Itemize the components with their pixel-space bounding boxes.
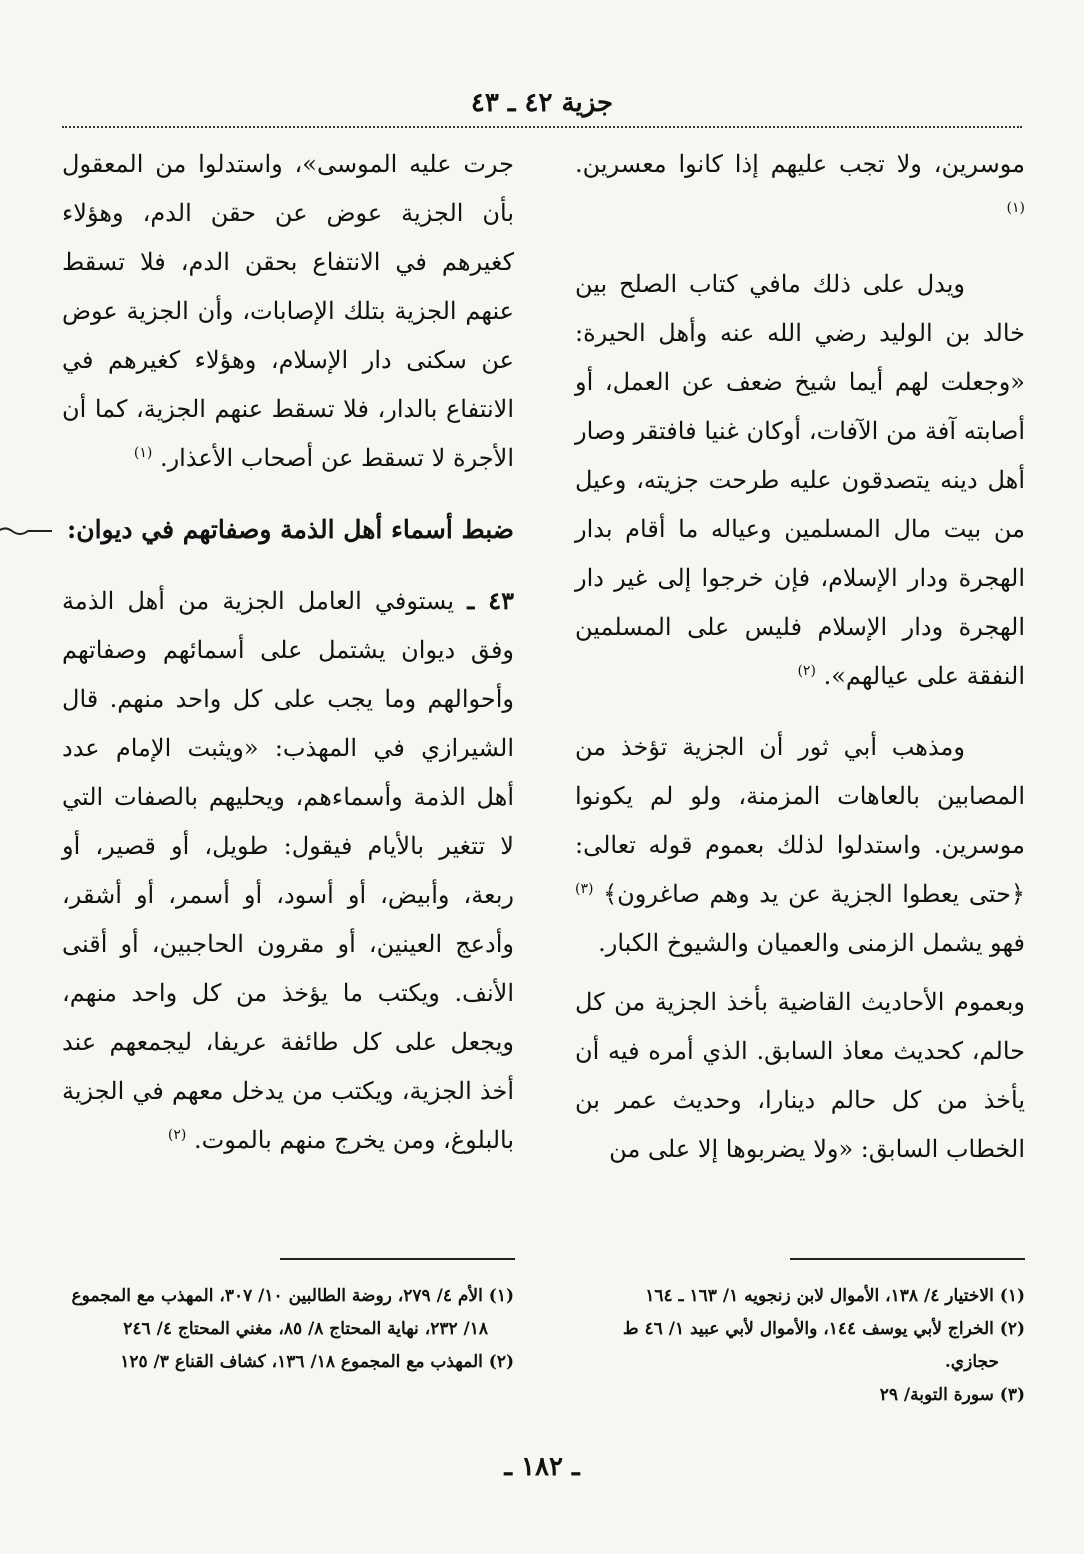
footnote: (١) الأم ٤/ ٢٧٩، روضة الطالبين ١٠/ ٣٠٧، المهذب مع المجموع ١٨/ ٢٣٢، نهاية المحتاج ٨/ ٨٥، مغني المحتاج ٤/ ٢٤٦ xyxy=(71,1286,514,1339)
paragraph-text: ويدل على ذلك مافي كتاب الصلح بين خالد بن الوليد رضي الله عنه وأهل الحيرة: «وجعلت لهم أيما شيخ ضعف عن العمل، أو أصابته آفة من الآفات، أوكان غنيا فافتقر وصار أهل دينه يتصدقون عليه طرحت جزيته، وعيل من بيت مال المسلمين وعياله ما أقام بدار الهجرة ودار الإسلام، فإن خرجوا إلى غير دار الهجرة ودار الإسلام فليس على المسلمين النفقة على عيالهم». xyxy=(575,270,1025,690)
left-column xyxy=(62,140,514,1165)
paragraph xyxy=(575,140,1025,238)
margin-mark-icon xyxy=(0,523,54,537)
right-column xyxy=(575,140,1025,1174)
item-number: ٤٣ ـ xyxy=(467,586,514,615)
paragraph xyxy=(575,978,1025,1174)
paragraph xyxy=(62,140,514,483)
paragraph-text: موسرين، ولا تجب عليهم إذا كانوا معسرين. xyxy=(575,150,1025,178)
footnote-rule xyxy=(280,1258,515,1260)
paragraph xyxy=(575,260,1025,701)
header-title: جزية ٤٢ ـ ٤٣ xyxy=(470,88,614,118)
footnote: (٢) المهذب مع المجموع ١٨/ ١٣٦، كشاف القناع ٣/ ١٢٥ xyxy=(120,1352,514,1372)
paragraph-text: فهو يشمل الزمنى والعميان والشيوخ الكبار. xyxy=(598,929,1025,957)
paragraph xyxy=(62,576,514,1165)
footnote-ref: (١) xyxy=(1006,200,1025,216)
footnote-rule xyxy=(790,1258,1025,1260)
footnote: (٢) الخراج لأبي يوسف ١٤٤، والأموال لأبي عبيد ١/ ٤٦ ط حجازي. xyxy=(622,1319,1025,1372)
header-dotted-rule xyxy=(62,126,1022,128)
footnotes-right xyxy=(575,1280,1025,1412)
page-number: ـ ١٨٢ ـ xyxy=(504,1452,580,1482)
footnote-ref: (١) xyxy=(133,445,153,461)
running-header xyxy=(62,88,1022,128)
paragraph-text: وبعموم الأحاديث القاضية بأخذ الجزية من كل حالم، كحديث معاذ السابق. الذي أمره فيه أن يأخذ من كل حالم دينارا، وحديث عمر بن الخطاب السابق: «ولا يضربوها إلا على من xyxy=(575,988,1025,1163)
section-heading xyxy=(62,505,514,554)
heading-text: ضبط أسماء أهل الذمة وصفاتهم في ديوان: xyxy=(67,515,514,544)
footnote-ref: (٢) xyxy=(167,1127,187,1143)
footnote: (٣) سورة التوبة/ ٢٩ xyxy=(879,1385,1025,1405)
footnote: (١) الاختيار ٤/ ١٣٨، الأموال لابن زنجويه ١/ ١٦٣ ـ ١٦٤ xyxy=(645,1286,1025,1306)
paragraph-text: يستوفي العامل الجزية من أهل الذمة وفق ديوان يشتمل على أسمائهم وصفاتهم وأحوالهم وما يجب على كل واحد منهم. قال الشيرازي في المهذب: «ويثبت الإمام عدد أهل الذمة وأسماءهم، ويحليهم بالصفات التي لا تتغير بالأيام فيقول: طويل، أو قصير، أو ربعة، وأبيض، أو أسود، أو أسمر، أو أشقر، وأدعج العينين، أو مقرون الحاجبين، أو أقنى الأنف. ويكتب ما يؤخذ من كل واحد منهم، ويجعل على كل طائفة عريفا، ليجمعهم عند أخذ الجزية، ويكتب من يدخل معهم في الجزية بالبلوغ، ومن يخرج منهم بالموت. xyxy=(62,587,514,1154)
footnotes-left xyxy=(62,1280,514,1379)
paragraph-text: جرت عليه الموسى»، واستدلوا من المعقول بأن الجزية عوض عن حقن الدم، وهؤلاء كغيرهم في الانتفاع بحقن الدم، فلا تسقط عنهم الجزية بتلك الإصابات، وأن الجزية عوض عن سكنى دار الإسلام، وهؤلاء كغيرهم في الانتفاع بالدار، فلا تسقط عنهم الجزية، كما أن الأجرة لا تسقط عن أصحاب الأعذار. xyxy=(62,150,514,472)
paragraph-text: ومذهب أبي ثور أن الجزية تؤخذ من المصابين بالعاهات المزمنة، ولو لم يكونوا موسرين. واستدلوا لذلك بعموم قوله تعالى: ﴿حتى يعطوا الجزية عن يد وهم صاغرون﴾ xyxy=(575,733,1025,908)
footnote-ref: (٣) xyxy=(575,881,594,897)
footnote-ref: (٢) xyxy=(797,663,816,679)
paragraph xyxy=(575,723,1025,968)
